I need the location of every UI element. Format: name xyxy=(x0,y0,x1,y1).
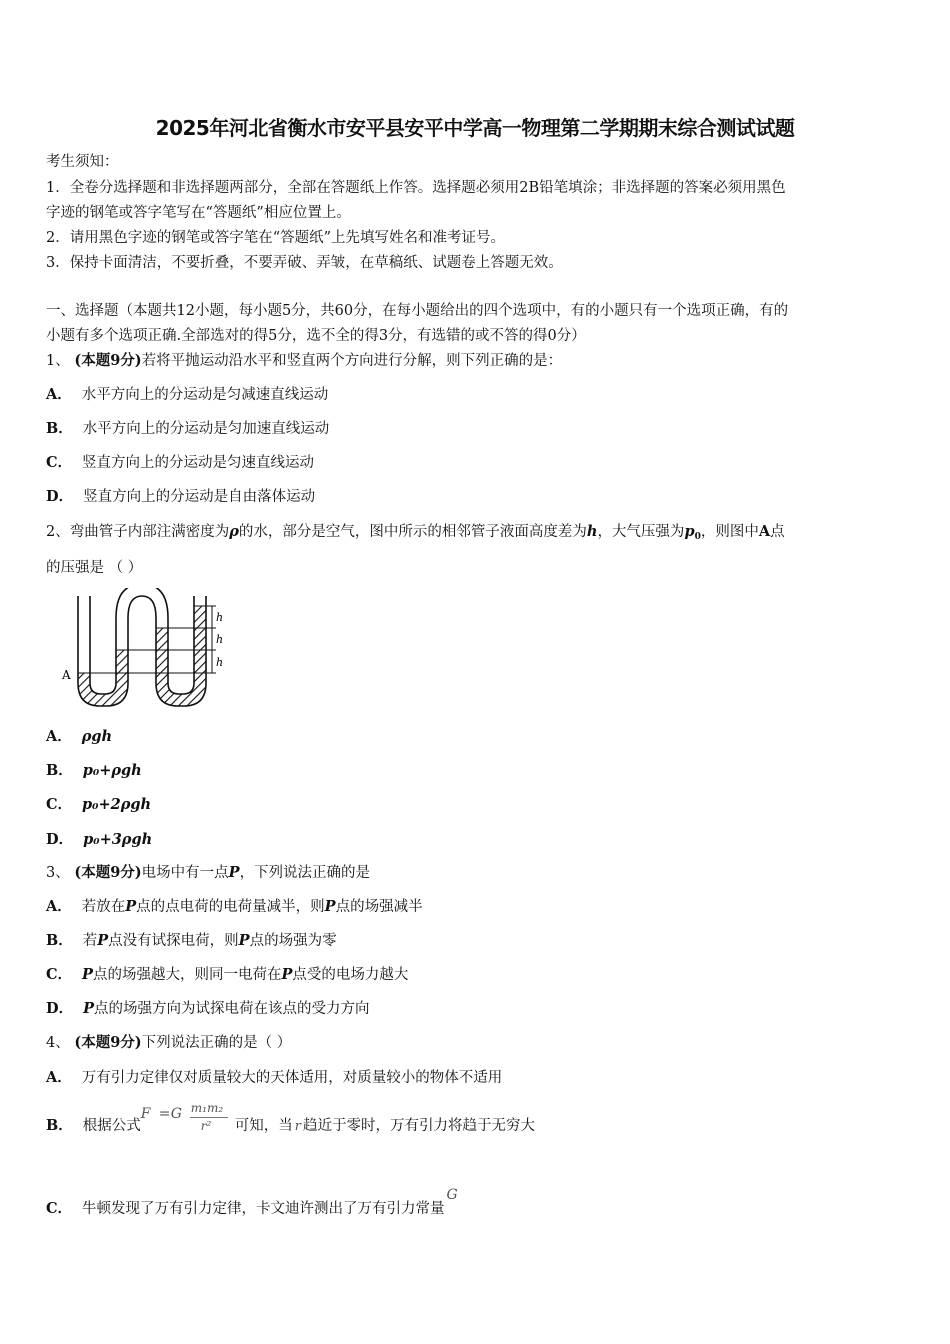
option-text: 可知，当 xyxy=(234,1118,293,1134)
question-number: 3、 xyxy=(46,865,70,881)
option-text: 点的点电荷的电荷量减半，则 xyxy=(136,899,325,915)
option-d[interactable] xyxy=(46,487,315,507)
option-letter: B． xyxy=(46,762,73,779)
option-a[interactable] xyxy=(46,897,423,917)
option-letter: C． xyxy=(46,454,73,471)
question-text: ，大气压强为 xyxy=(597,524,685,540)
option-letter: D． xyxy=(46,1000,74,1017)
option-d[interactable] xyxy=(46,999,369,1019)
formula-equals: = xyxy=(158,1106,171,1122)
section-instruction: 一、选择题（本题共12小题，每小题5分，共60分，在每小题给出的四个选项中，有的小题只有一个选项正确，有的 xyxy=(46,303,789,319)
symbol-p: P xyxy=(125,898,137,915)
option-letter: B． xyxy=(46,932,73,949)
option-letter: B． xyxy=(46,420,73,437)
option-text: 点受的电场力越大 xyxy=(292,967,409,983)
option-text: 点的场强越大，则同一电荷在 xyxy=(92,967,282,983)
option-letter: B． xyxy=(46,1117,73,1134)
option-text: 点的场强减半 xyxy=(335,899,423,915)
question-4-stem xyxy=(46,1033,291,1053)
question-1-stem xyxy=(46,351,562,371)
notice-heading: 考生须知： xyxy=(46,154,119,170)
symbol-p: P xyxy=(97,932,109,949)
formula-numerator: m₁m₂ xyxy=(190,1101,224,1115)
formula-f: F xyxy=(140,1106,151,1122)
symbol-p: P xyxy=(238,932,250,949)
symbol-p: P xyxy=(83,1000,94,1017)
u-tube-figure xyxy=(58,588,238,718)
option-c[interactable] xyxy=(46,453,314,473)
option-a[interactable] xyxy=(46,385,328,405)
symbol-p: p xyxy=(684,523,695,540)
question-number: 1、 xyxy=(46,353,70,369)
symbol-p: P xyxy=(82,966,93,983)
option-text: ρgh xyxy=(81,728,113,745)
option-text: 若 xyxy=(82,933,98,949)
question-points: (本题9分) xyxy=(74,1034,142,1051)
symbol-p: P xyxy=(228,864,240,881)
option-b[interactable] xyxy=(46,419,329,439)
question-text: 弯曲管子内部注满密度为 xyxy=(69,524,230,540)
option-b[interactable] xyxy=(46,1101,535,1149)
question-3-stem xyxy=(46,863,370,883)
symbol-r: r xyxy=(294,1119,301,1134)
notice-item: 2．请用黑色字迹的钢笔或答字笔在“答题纸”上先填写姓名和准考证号。 xyxy=(46,230,506,246)
option-text: 若放在 xyxy=(81,899,126,915)
question-text: ，下列说法正确的是 xyxy=(239,865,371,881)
option-text: 趋近于零时，万有引力将趋于无穷大 xyxy=(302,1118,535,1134)
option-text: 点的场强方向为试探电荷在该点的受力方向 xyxy=(93,1001,370,1017)
option-letter: D． xyxy=(46,488,74,505)
option-text: 竖直方向上的分运动是匀速直线运动 xyxy=(82,455,315,471)
option-letter: A． xyxy=(46,728,72,745)
symbol-p: P xyxy=(281,966,293,983)
question-text: 点 xyxy=(770,524,785,540)
option-c[interactable] xyxy=(46,965,408,985)
option-text: p₀+3ρgh xyxy=(83,831,153,848)
option-text: 竖直方向上的分运动是自由落体运动 xyxy=(83,489,316,505)
label-a: A xyxy=(62,668,71,682)
notice-item: 1．全卷分选择题和非选择题两部分，全部在答题纸上作答。选择题必须用2B铅笔填涂；非选择题的答案必须用黑色 xyxy=(46,180,786,196)
option-letter: A． xyxy=(46,386,72,403)
question-text: 若将平抛运动沿水平和竖直两个方向进行分解，则下列正确的是： xyxy=(141,353,563,369)
option-text: 点的场强为零 xyxy=(249,933,337,949)
option-text: p₀+ρgh xyxy=(82,762,142,779)
option-a[interactable] xyxy=(46,1068,502,1088)
symbol-g: G xyxy=(446,1187,458,1203)
option-letter: A． xyxy=(46,898,72,915)
option-a[interactable] xyxy=(46,727,112,747)
water-right-bend xyxy=(156,606,206,706)
question-text: 的水，部分是空气，图中所示的相邻管子液面高度差为 xyxy=(238,524,587,540)
water-left-bend xyxy=(78,650,128,706)
option-c[interactable] xyxy=(46,795,151,815)
option-letter: C． xyxy=(46,1200,73,1217)
label-h: h xyxy=(216,656,224,669)
option-text: 根据公式 xyxy=(82,1118,141,1134)
option-d[interactable] xyxy=(46,830,152,850)
formula-g: G xyxy=(170,1106,182,1122)
formula-denominator: r² xyxy=(200,1119,212,1133)
symbol-rho: ρ xyxy=(229,523,239,540)
option-text: 水平方向上的分运动是匀加速直线运动 xyxy=(82,421,330,437)
question-number: 4、 xyxy=(46,1035,70,1051)
symbol-h: h xyxy=(586,523,598,540)
page-title: 2025年河北省衡水市安平县安平中学高一物理第二学期期末综合测试试题 xyxy=(155,116,795,140)
option-letter: C． xyxy=(46,796,73,813)
label-h: h xyxy=(216,633,224,646)
question-text: 下列说法正确的是（ ） xyxy=(141,1035,292,1051)
option-letter: A． xyxy=(46,1069,72,1086)
option-b[interactable] xyxy=(46,931,337,951)
symbol-p-subscript: 0 xyxy=(694,532,701,542)
section-instruction: 小题有多个选项正确.全部选对的得5分，选不全的得3分，有选错的或不答的得0分） xyxy=(46,328,586,344)
symbol-a: A xyxy=(758,523,771,540)
notice-item: 3．保持卡面清洁，不要折叠，不要弄破、弄皱，在草稿纸、试题卷上答题无效。 xyxy=(46,255,563,271)
notice-item: 字迹的钢笔或答字笔写在“答题纸”相应位置上。 xyxy=(46,205,351,221)
option-letter: C． xyxy=(46,966,73,983)
question-number: 2、 xyxy=(46,524,70,540)
question-2-stem xyxy=(46,522,785,547)
option-text: 万有引力定律仅对质量较大的天体适用，对质量较小的物体不适用 xyxy=(81,1070,503,1086)
option-letter: D． xyxy=(46,831,74,848)
option-b[interactable] xyxy=(46,761,142,781)
question-text: 电场中有一点 xyxy=(141,865,229,881)
question-2-stem-line2: 的压强是 （ ） xyxy=(46,560,143,576)
question-points: (本题9分) xyxy=(74,352,142,369)
gravitation-formula xyxy=(140,1101,233,1148)
option-text: 牛顿发现了万有引力定律，卡文迪许测出了万有引力常量 xyxy=(82,1201,445,1217)
question-text: ，则图中 xyxy=(700,524,759,540)
label-h: h xyxy=(216,611,224,624)
option-text: 点没有试探电荷，则 xyxy=(108,933,239,949)
option-text: 水平方向上的分运动是匀减速直线运动 xyxy=(81,387,329,403)
option-c[interactable] xyxy=(46,1187,458,1219)
option-text: p₀+2ρgh xyxy=(82,796,152,813)
symbol-p: P xyxy=(324,898,336,915)
question-points: (本题9分) xyxy=(74,864,142,881)
